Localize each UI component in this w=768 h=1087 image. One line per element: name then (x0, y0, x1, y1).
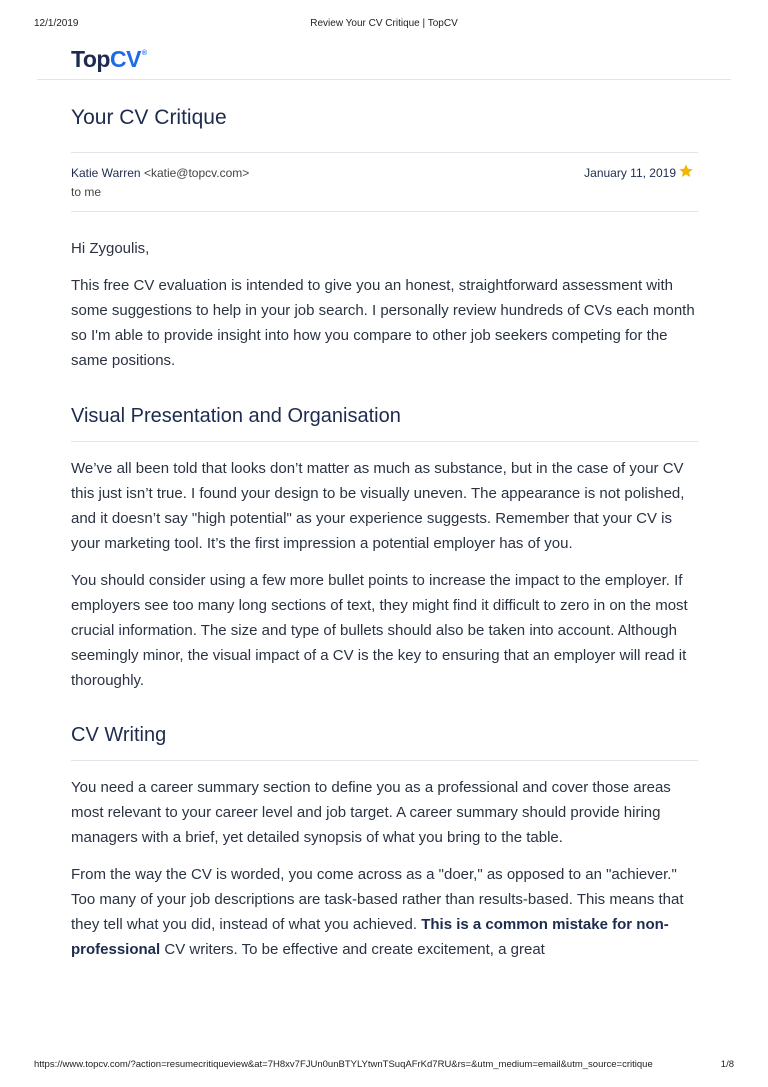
print-header (34, 18, 734, 32)
divider (71, 760, 698, 761)
paragraph (71, 862, 698, 962)
email-date: January 11, 2019 (584, 166, 676, 180)
paragraph: We’ve all been told that looks don’t matter as much as substance, but in the case of your CV this just isn’t true. I found your design to be visually uneven. The appearance is not polished, and it doesn’t say "high potential" as your experience suggests. Remember that your CV is your marketing tool. It’s the first impression a potential employer has of you. (71, 460, 685, 552)
sender (71, 166, 249, 180)
logo-cv: CV (109, 46, 141, 72)
star-icon[interactable] (678, 163, 694, 179)
print-footer (34, 1059, 734, 1073)
logo-registered-mark: ® (141, 50, 147, 57)
bold-text: This is a common mistake for non-professional (71, 916, 669, 958)
header-divider (37, 79, 731, 80)
recipient: to me (71, 185, 102, 199)
divider (71, 211, 698, 212)
page-number: 1/8 (720, 1059, 734, 1070)
paragraph: You should consider using a few more bullet points to increase the impact to the employer. If employers see too many long sections of text, they might find it difficult to zero in on the most crucial information. The size and type of bullets should also be taken into account. Although seemingly minor, the visual impact of a CV is the key to ensuring that an employer will read it thoroughly. (71, 572, 688, 689)
email-content (71, 104, 698, 962)
section-heading-cv-writing: CV Writing (71, 724, 167, 746)
sender-name: Katie Warren (71, 166, 141, 180)
print-title: Review Your CV Critique | TopCV (310, 18, 458, 29)
section-heading-visual-presentation: Visual Presentation and Organisation (71, 405, 401, 427)
paragraph-text: From the way the CV is worded, you come across as a "doer," as opposed to an "achiever." Too many of your job descriptions are task-based rather than results-based. This means that they tell what you did, instead of what you achieved. (71, 866, 684, 933)
email-meta (71, 153, 698, 211)
topcv-logo[interactable] (71, 46, 147, 73)
page-url: https://www.topcv.com/?action=resumecritiqueview&at=7H8xv7FJUn0unBTYLYtwnTSuqAFrKd7RU&rs=&utm_medium=email&utm_source=critique (34, 1059, 653, 1070)
divider (71, 441, 698, 442)
greeting: Hi Zygoulis, (71, 240, 150, 257)
email-subject: Your CV Critique (71, 106, 227, 129)
print-date: 12/1/2019 (34, 18, 79, 29)
logo-top: Top (71, 46, 110, 72)
paragraph: You need a career summary section to define you as a professional and cover those areas most relevant to your career level and job target. A career summary should provide hiring managers with a brief, yet detailed synopsis of what you bring to the table. (71, 779, 671, 846)
paragraph-text: CV writers. To be effective and create excitement, a great (160, 941, 545, 958)
intro-paragraph: This free CV evaluation is intended to give you an honest, straightforward assessment with some suggestions to help in your job search. I personally review hundreds of CVs each month so I'm able to provide insight into how you compare to other job seekers competing for the same positions. (71, 277, 695, 369)
sender-email: <katie@topcv.com> (143, 166, 250, 180)
